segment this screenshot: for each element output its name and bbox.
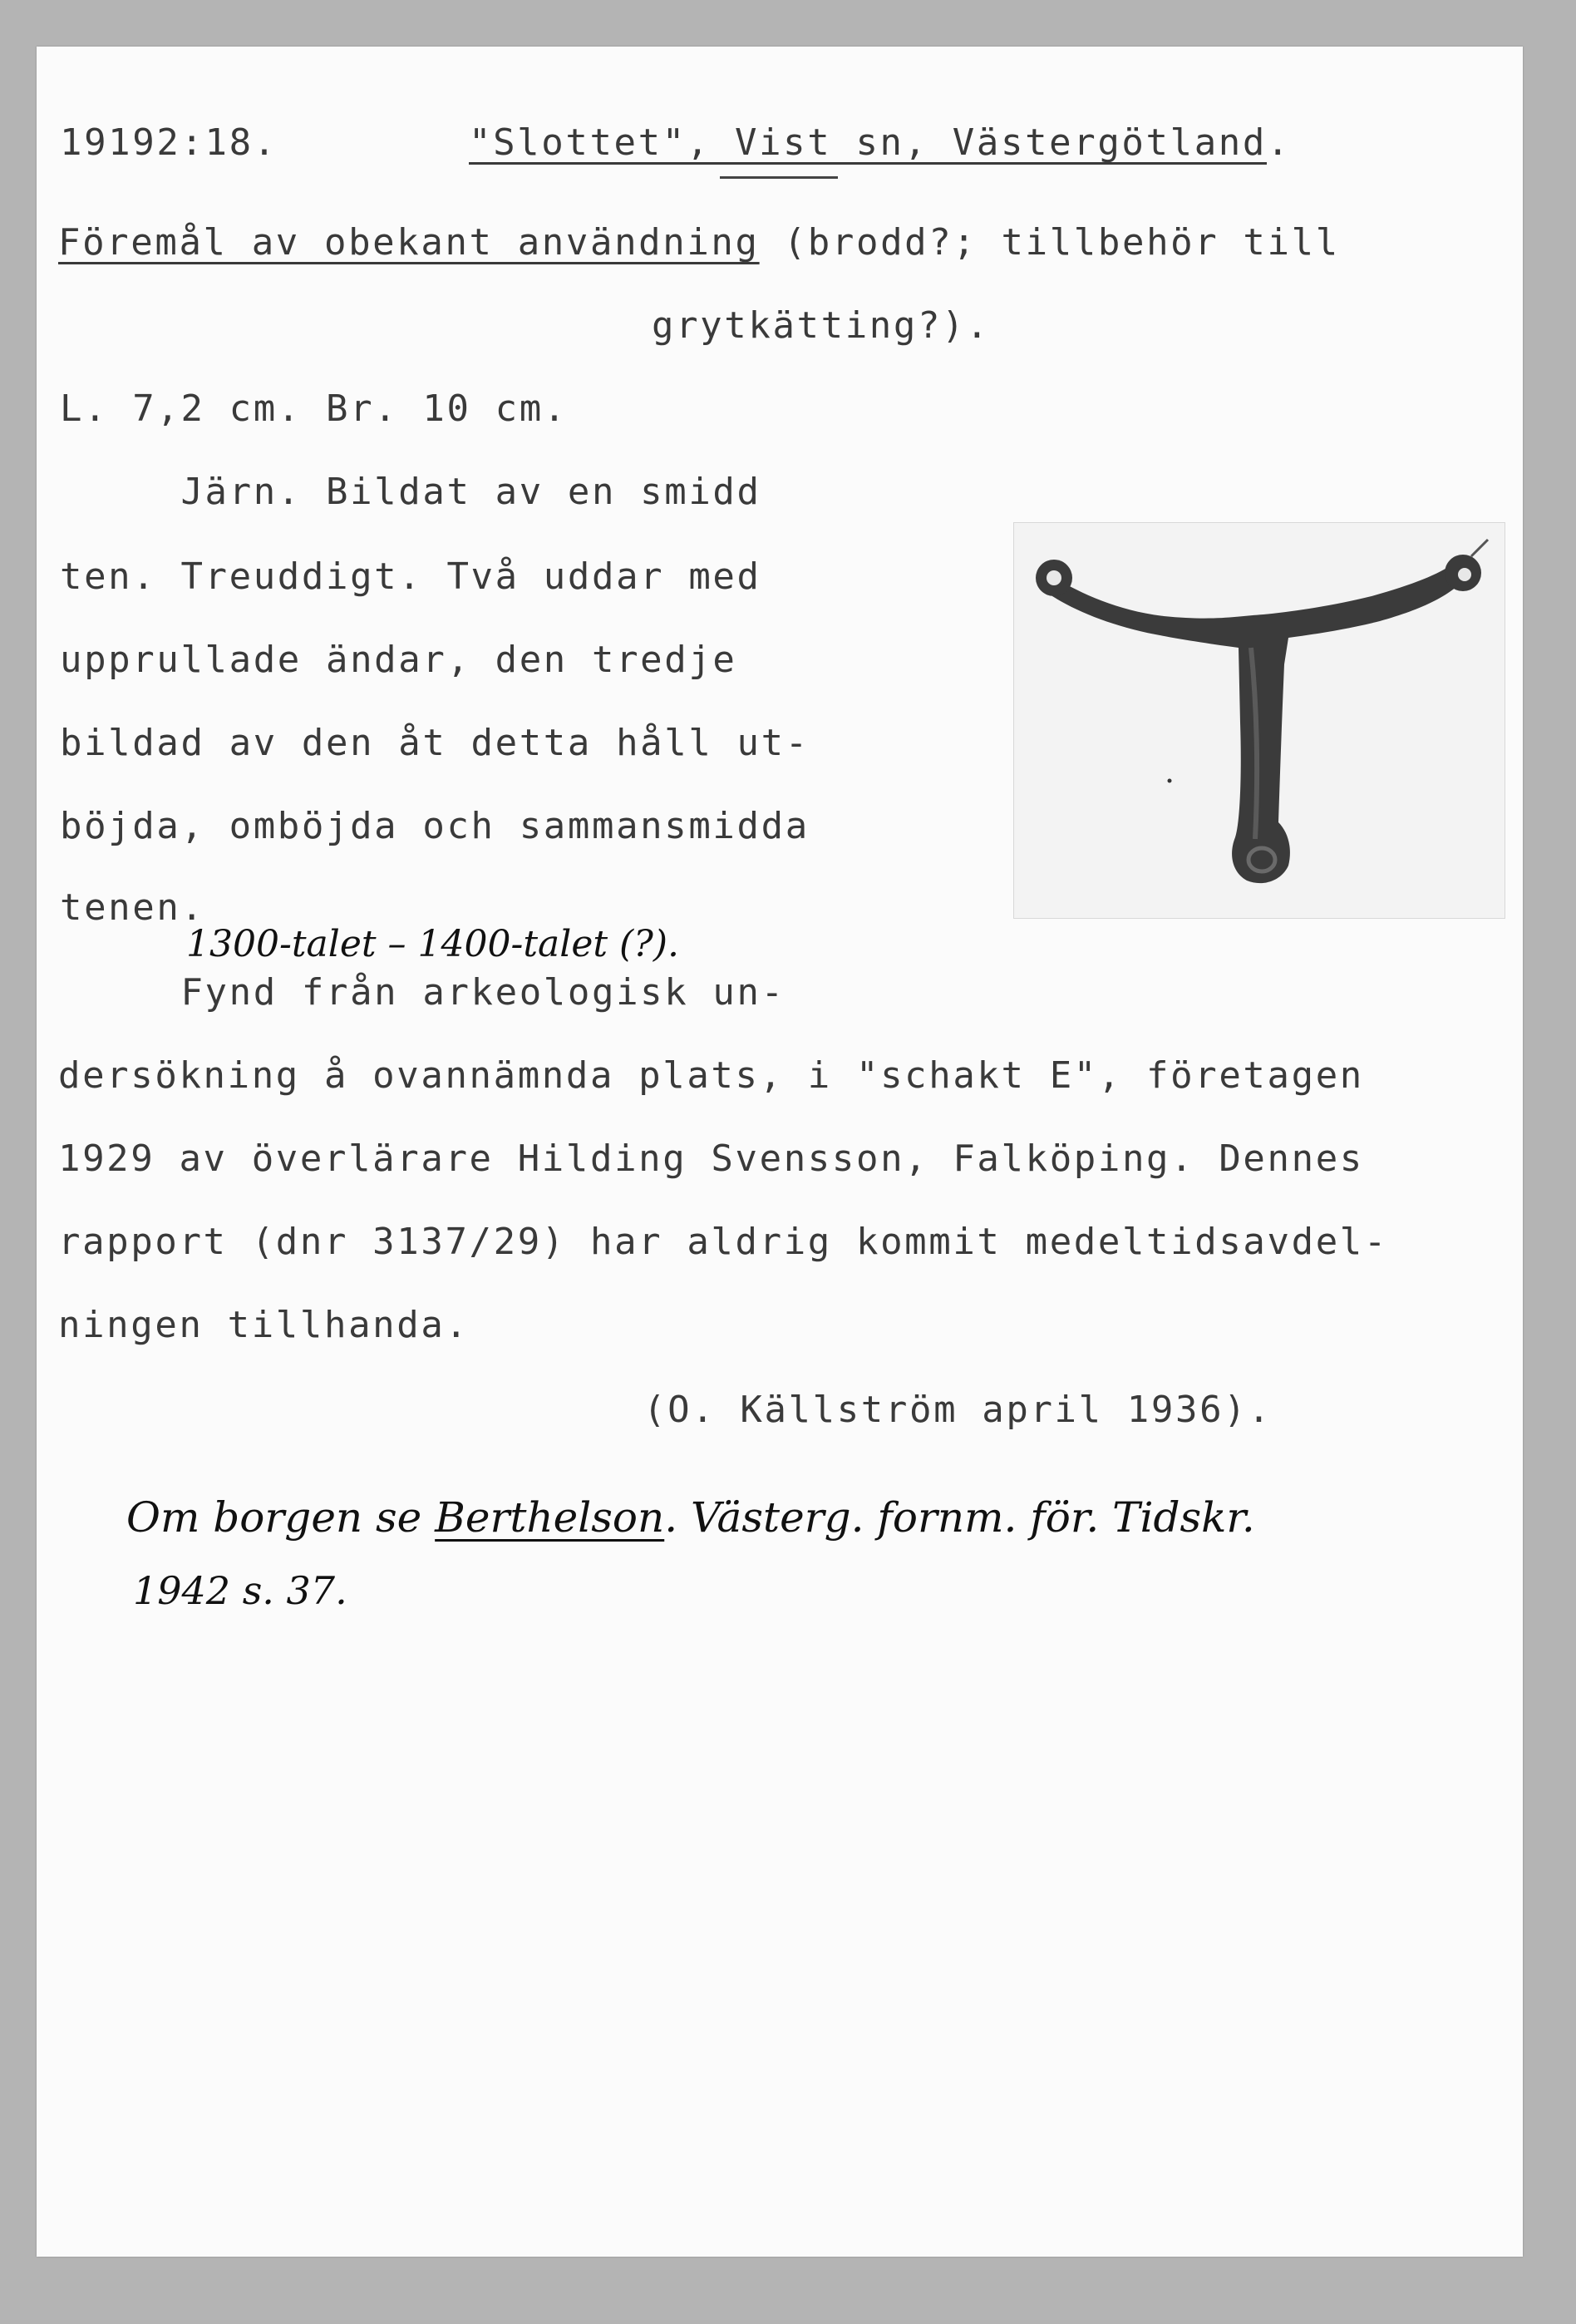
description-line: tenen. — [60, 886, 205, 929]
find-line: 1929 av överlärare Hilding Svensson, Falköping. Dennes — [58, 1137, 1364, 1180]
dimensions: L. 7,2 cm. Br. 10 cm. — [60, 387, 568, 430]
right-curl-hole — [1458, 568, 1471, 581]
object-title: Föremål av obekant användning — [58, 221, 760, 264]
description-line: böjda, omböjda och sammansmidda — [60, 805, 810, 847]
object-note-continued: grytkätting?). — [652, 304, 991, 347]
artifact-photo — [1013, 522, 1505, 919]
site-heading — [469, 121, 1291, 165]
catalog-card — [37, 47, 1523, 2257]
handwritten-reference — [126, 1493, 1255, 1542]
find-line: dersökning å ovannämnda plats, i "schakt E", företagen — [58, 1054, 1364, 1097]
description-line: upprullade ändar, den tredje — [60, 639, 737, 681]
dating-handwritten: 1300-talet – 1400-talet (?). — [186, 923, 679, 965]
description-line: ten. Treuddigt. Två uddar med — [60, 555, 761, 598]
description-line: Järn. Bildat av en smidd — [60, 471, 761, 513]
find-line: rapport (dnr 3137/29) har aldrig kommit medeltidsavdel- — [58, 1221, 1388, 1263]
signature: (O. Källström april 1936). — [643, 1389, 1273, 1431]
reference-prefix: Om borgen se — [126, 1493, 436, 1542]
photo-speck — [1168, 779, 1172, 783]
find-line: ningen tillhanda. — [58, 1304, 470, 1346]
site-name: "Slottet", Vist sn, Västergötland — [469, 121, 1267, 164]
handwritten-reference-line2: 1942 s. 37. — [133, 1568, 347, 1613]
object-title-line — [58, 221, 1340, 264]
find-line: Fynd från arkeologisk un- — [60, 971, 786, 1014]
site-end: . — [1266, 121, 1292, 164]
object-note: (brodd?; tillbehör till — [759, 221, 1340, 264]
left-curl-hole — [1047, 570, 1061, 585]
description-line: bildad av den åt detta håll ut- — [60, 722, 810, 764]
reference-author: Berthelson — [435, 1493, 665, 1542]
underline-mark — [720, 176, 838, 179]
catalog-number: 19192:18. — [60, 121, 278, 164]
reference-rest: . Västerg. fornm. för. Tidskr. — [664, 1493, 1255, 1542]
artifact-image — [1014, 523, 1505, 918]
